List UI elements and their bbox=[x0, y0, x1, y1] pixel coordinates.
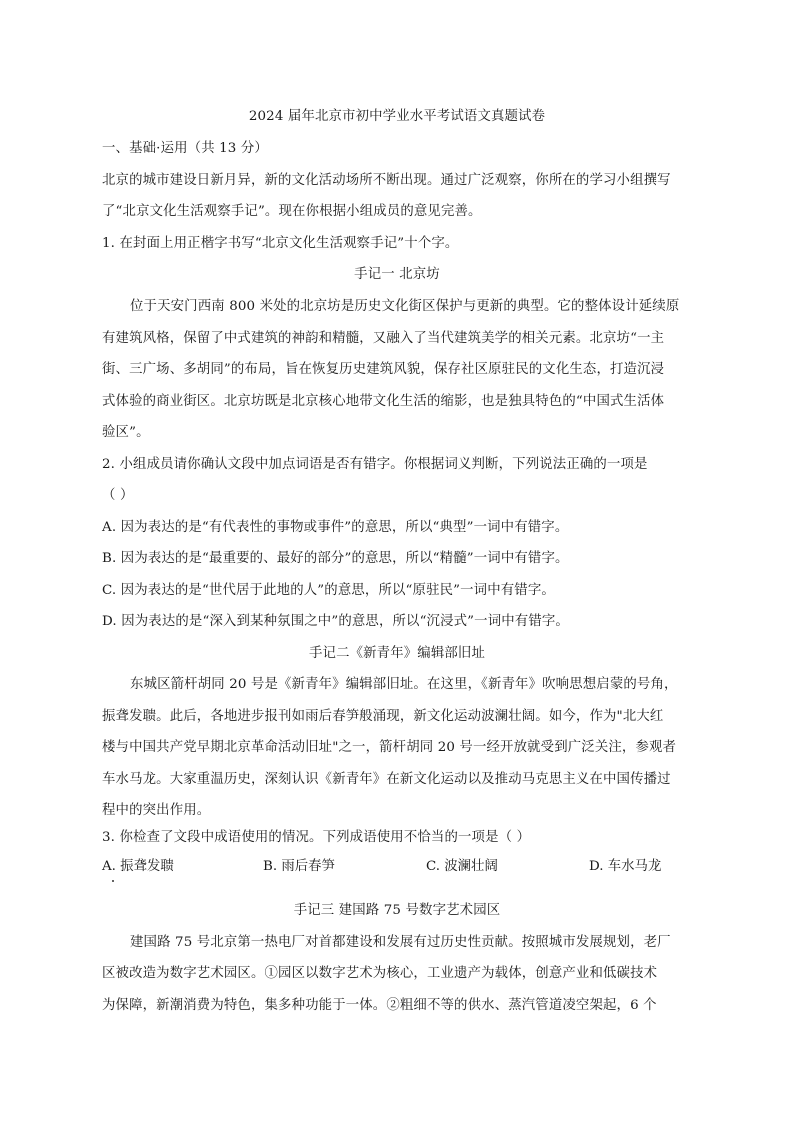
note-heading: 手记三 建国路 75 号数字艺术园区 bbox=[293, 903, 501, 918]
paragraph-line: 位于天安门西南 800 米处的北京坊是历史文化街区保护与更新的典型。它的整体设计延续原 bbox=[130, 299, 680, 314]
exam-title: 2024 届年北京市初中学业水平考试语文真题试卷 bbox=[248, 109, 546, 124]
option-d: D. 车水马龙 bbox=[589, 859, 662, 874]
option-d: D. 因为表达的是“深入到某种氛围之中”的意思，所以“沉浸式”一词中有错字。 bbox=[102, 614, 569, 629]
paragraph-line: 为保障，新潮消费为特色，集多种功能于一体。②粗细不等的供水、蒸汽管道凌空架起，6 个 bbox=[102, 998, 657, 1013]
option-b: B. 雨后春笋 bbox=[263, 859, 335, 874]
paragraph-line: 式体验的商业街区。北京坊既是北京核心地带文化生活的缩影，也是独具特色的“中国式生活体 bbox=[102, 394, 665, 409]
option-c: C. 波澜壮阔 bbox=[426, 859, 498, 874]
question-2-stem: 2. 小组成员请你确认文段中加点词语是否有错字。你根据词义判断，下列说法正确的一项是 bbox=[102, 457, 648, 472]
option-c: C. 因为表达的是“世代居于此地的人”的意思，所以“原驻民”一词中有错字。 bbox=[102, 583, 555, 598]
section-heading: 一、基础·运用（共 13 分） bbox=[102, 141, 268, 156]
question-3-stem: 3. 你检查了文段中成语使用的情况。下列成语使用不恰当的一项是（ ） bbox=[102, 830, 531, 845]
paragraph-line: 车水马龙。大家重温历史，深刻认识《新青年》在新文化运动以及推动马克思主义在中国传播过 bbox=[102, 772, 671, 787]
paragraph-line: 楼与中国共产党早期北京革命活动旧址"之一，箭杆胡同 20 号一经开放就受到广泛关注，参观者 bbox=[102, 740, 677, 755]
note-heading: 手记一 北京坊 bbox=[354, 267, 440, 282]
answer-bracket: （ ） bbox=[102, 488, 134, 503]
stray-dot bbox=[112, 880, 114, 882]
paragraph-line: 程中的突出作用。 bbox=[102, 803, 211, 818]
paragraph-line: 验区”。 bbox=[102, 425, 150, 440]
paragraph-line: 建国路 75 号北京第一热电厂对首都建设和发展有过历史性贡献。按照城市发展规划，老厂 bbox=[130, 935, 671, 950]
option-a: A. 因为表达的是“有代表性的事物或事件”的意思，所以“典型”一词中有错字。 bbox=[102, 520, 569, 535]
paragraph-line: 振聋发聩。此后，各地进步报刊如雨后春笋般涌现，新文化运动波澜壮阔。如今，作为"北大红 bbox=[102, 709, 664, 724]
option-a: A. 振聋发聩 bbox=[102, 859, 174, 874]
intro-line: 北京的城市建设日新月异，新的文化活动场所不断出现。通过广泛观察，你所在的学习小组撰写 bbox=[102, 173, 671, 188]
option-b: B. 因为表达的是“最重要的、最好的部分”的意思，所以“精髓”一词中有错字。 bbox=[102, 551, 569, 566]
note-heading: 手记二《新青年》编辑部旧址 bbox=[308, 646, 486, 661]
paragraph-line: 区被改造为数字艺术园区。①园区以数字艺术为核心，工业遗产为载体，创意产业和低碳技术 bbox=[102, 966, 658, 981]
intro-line: 了“北京文化生活观察手记”。现在你根据小组成员的意见完善。 bbox=[102, 204, 482, 219]
paragraph-line: 东城区箭杆胡同 20 号是《新青年》编辑部旧址。在这里，《新青年》吹响思想启蒙的号角， bbox=[130, 677, 678, 692]
paragraph-line: 有建筑风格，保留了中式建筑的神韵和精髓，又融入了当代建筑美学的相关元素。北京坊“一主 bbox=[102, 331, 665, 346]
question-1: 1. 在封面上用正楷字书写“北京文化生活观察手记”十个字。 bbox=[102, 236, 459, 251]
paragraph-line: 街、三广场、多胡同”的布局，旨在恢复历史建筑风貌，保存社区原驻民的文化生态，打造沉浸 bbox=[102, 362, 665, 377]
